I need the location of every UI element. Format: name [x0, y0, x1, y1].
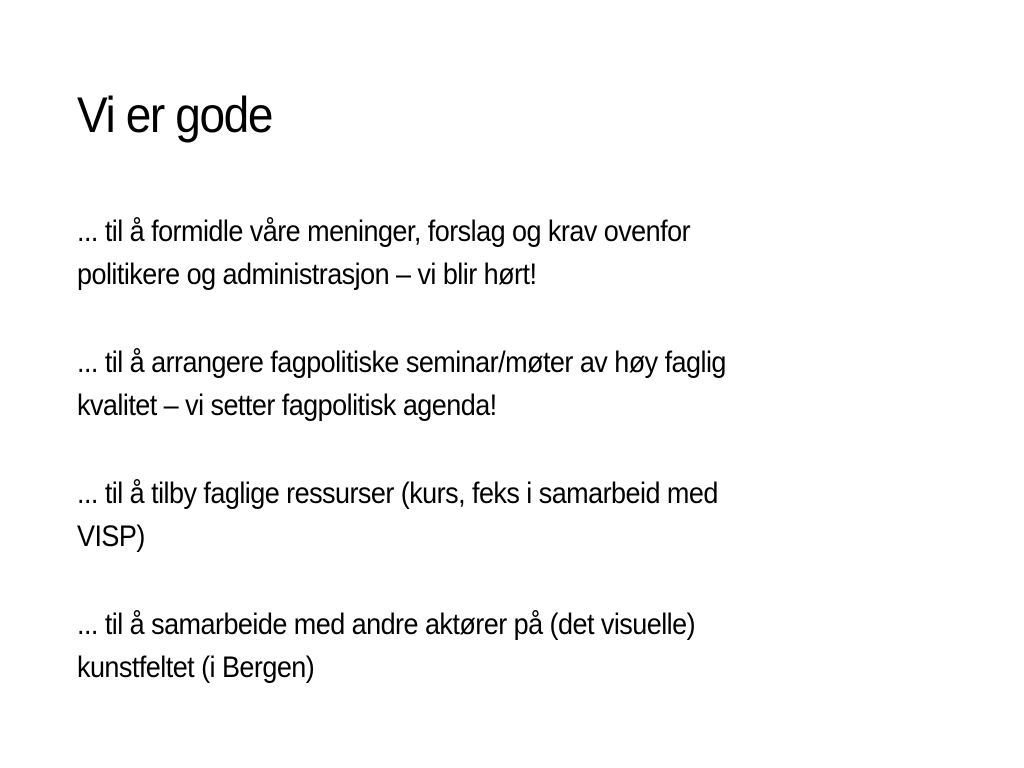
point-list — [77, 210, 977, 734]
point-item: ... til å formidle våre meninger, forslag og krav ovenfor politikere og administrasjon – vi blir hørt! — [77, 215, 691, 291]
point-item: ... til å samarbeide med andre aktører på (det visuelle) kunstfeltet (i Bergen) — [77, 608, 696, 684]
slide-title: Vi er gode — [77, 87, 273, 143]
point-item: ... til å arrangere fagpolitiske seminar/møter av høy faglig kvalitet – vi setter fagpolitisk agenda! — [77, 346, 726, 422]
point-item: ... til å tilby faglige ressurser (kurs, feks i samarbeid med VISP) — [77, 477, 718, 553]
